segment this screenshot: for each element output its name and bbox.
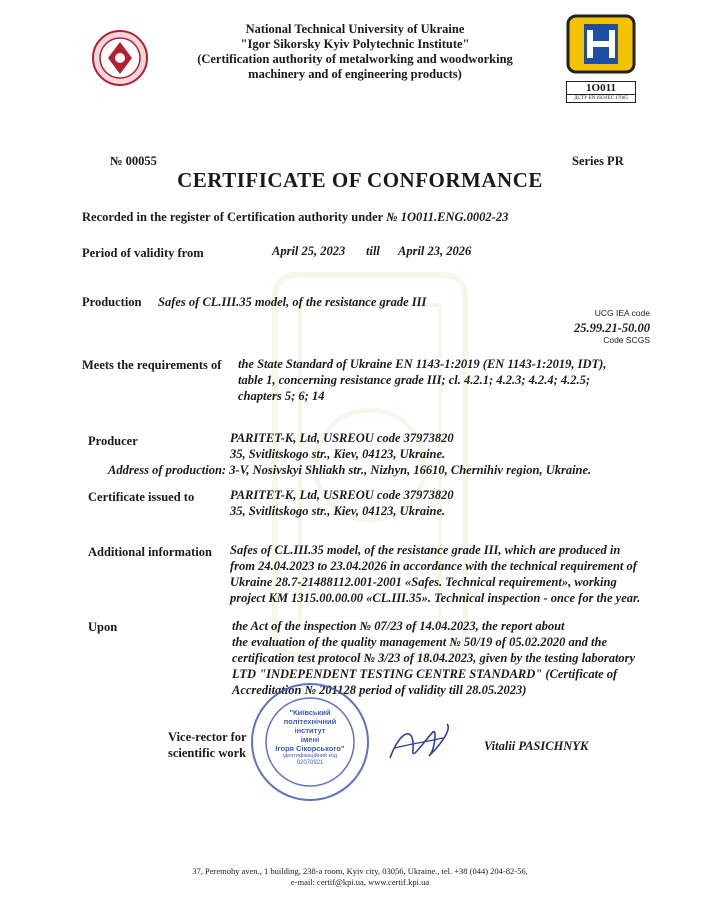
register-label: Recorded in the register of Certification authority under [82, 210, 383, 224]
page-title: CERTIFICATE OF CONFORMANCE [177, 168, 543, 192]
classification-codes [540, 308, 650, 345]
logo-mark-icon [566, 14, 636, 74]
signatory-name: Vitalii PASICHNYK [484, 739, 589, 753]
stamp-line: імені [300, 735, 320, 744]
requirements-line: chapters 5; 6; 14 [238, 389, 325, 403]
footer-line-2: e-mail: certif@kpi.ua, www.certif.kpi.ua [290, 877, 430, 887]
header-line-2: "Igor Sikorsky Kyiv Polytechnic Institute" [240, 37, 470, 51]
validity-label: Period of validity from [82, 246, 204, 260]
upon-line: the evaluation of the quality management № 50/19 of 05.02.2020 and the [232, 635, 607, 649]
production-label: Production [82, 295, 142, 309]
logo-code: 1O011 [586, 82, 616, 94]
stamp-line: інститут [294, 726, 326, 735]
issued-to-line-1: PARITET-K, Ltd, USREOU code 37973820 [230, 488, 454, 502]
requirements-label: Meets the requirements of [82, 358, 222, 372]
header-line-4: machinery and of engineering products) [248, 67, 462, 81]
signatory-title [168, 729, 247, 761]
additional-line: project KM 1315.00.00.00 «CL.III.35». Technical inspection - once for the year. [230, 591, 641, 605]
upon-line: the Act of the inspection № 07/23 of 14.04.2023, the report about [232, 619, 565, 633]
validity-from: April 25, 2023 [272, 244, 346, 258]
university-seal-icon [92, 30, 148, 86]
additional-text [230, 542, 648, 606]
validity-till: April 23, 2026 [398, 244, 472, 258]
validity-till-label: till [366, 244, 380, 258]
header-line-1: National Technical University of Ukraine [245, 22, 465, 36]
issuer-header [170, 22, 540, 82]
signature-icon [385, 720, 455, 765]
requirements-line: the State Standard of Ukraine EN 1143-1:2019 (EN 1143-1:2019, IDT), [238, 357, 607, 371]
certification-logo-icon [566, 14, 636, 101]
footer-contacts [0, 866, 720, 888]
footer-line-1: 37, Peremohy aven., 1 building, 238-a room, Kyiv city, 03056, Ukraine., tel. +38 (044) 204-82-56, [192, 866, 528, 876]
additional-line: from 24.04.2023 to 23.04.2026 in accordance with the technical requirement of [230, 559, 637, 573]
upon-line: LTD "INDEPENDENT TESTING CENTRE STANDARD" (Certificate of [232, 667, 618, 681]
additional-label: Additional information [88, 545, 212, 559]
requirements-line: table 1, concerning resistance grade III; cl. 4.2.1; 4.2.3; 4.2.4; 4.2.5; [238, 373, 591, 387]
issued-to-label: Certificate issued to [88, 490, 195, 504]
register-row [82, 210, 508, 225]
issued-to-line-2: 35, Svitlitskogo str., Kiev, 04123, Ukraine. [230, 504, 446, 518]
additional-line: Safes of CL.III.35 model, of the resistance grade III, which are produced in [230, 543, 621, 557]
stamp-line: 02070921 [296, 760, 324, 766]
requirements-text [238, 356, 646, 404]
stamp-line: ідентифікаційний код [282, 753, 338, 759]
producer-line-2: 35, Svitlitskogo str., Kiev, 04123, Ukraine. [230, 447, 446, 461]
header-line-3: (Certification authority of metalworking and woodworking [197, 52, 513, 66]
additional-line: Ukraine 28.7-21488112.001-2001 «Safes. Technical requirement», working [230, 575, 617, 589]
register-value: № 1O011.ENG.0002-23 [386, 210, 509, 224]
stamp-line: Ігоря Сікорського" [275, 744, 345, 753]
upon-line: Accreditation № 201128 period of validity till 28.05.2023) [232, 683, 527, 697]
certificate-number: № 00055 [110, 154, 157, 168]
logo-standard: ДСТУ EN ISO/IEC 17065 [567, 94, 635, 102]
scgs-label: Code SCGS [603, 335, 650, 345]
upon-label: Upon [88, 620, 118, 634]
upon-line: certification test protocol № 3/23 of 18.04.2023, given by the testing laboratory [232, 651, 636, 665]
official-stamp [250, 682, 370, 802]
code-value: 25.99.21-50.00 [573, 321, 650, 335]
signatory-label-1: Vice-rector for [168, 730, 247, 744]
stamp-line: "Київський [289, 708, 331, 717]
production-value: Safes of CL.III.35 model, of the resistance grade III [158, 295, 427, 309]
producer-label: Producer [88, 434, 138, 448]
ucg-label: UCG IEA code [594, 308, 650, 318]
stamp-line: політехнічний [283, 717, 337, 726]
series-label: Series PR [572, 154, 624, 168]
production-address: Address of production: 3-V, Nosivskyi Shliakh str., Nizhyn, 16610, Chernihiv region, Ukraine. [108, 463, 592, 477]
producer-line-1: PARITET-K, Ltd, USREOU code 37973820 [230, 431, 454, 445]
signatory-label-2: scientific work [168, 746, 247, 760]
